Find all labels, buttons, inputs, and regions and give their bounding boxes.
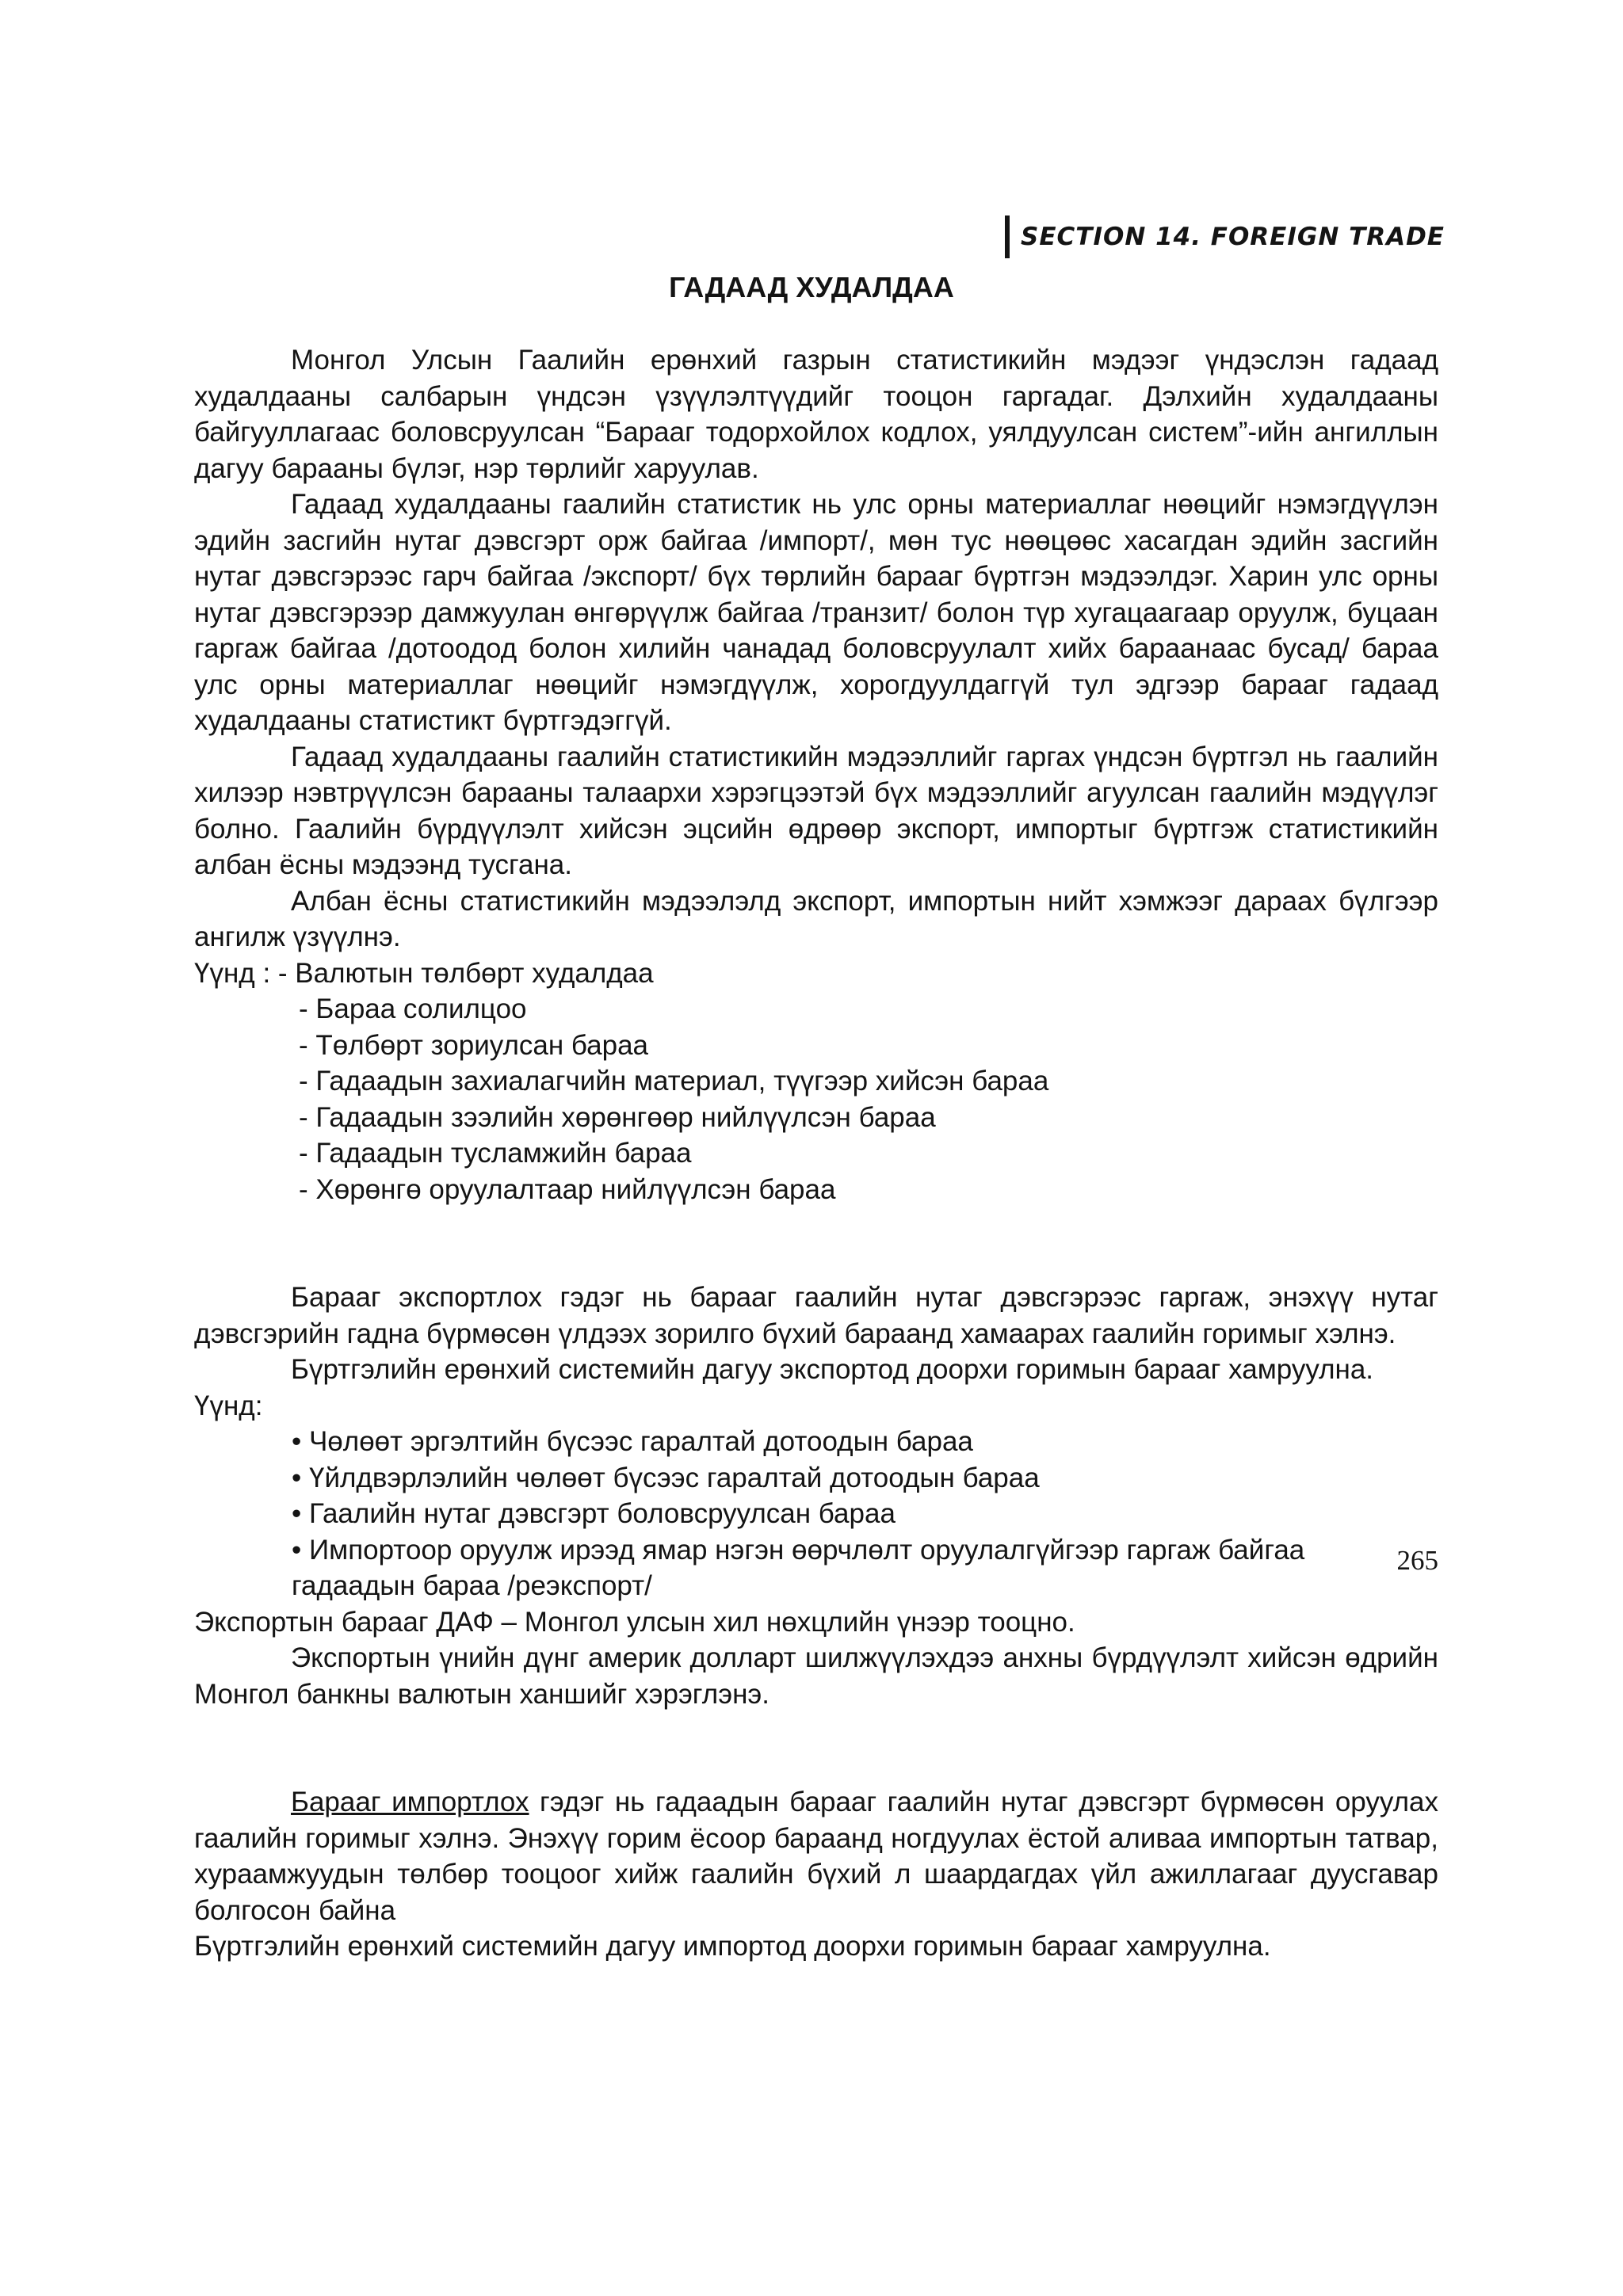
paragraph-import-system: Бүртгэлийн ерөнхий системийн дагуу импортод доорхи горимын барааг хамруулна. (194, 1931, 1271, 1962)
section-label: SECTION 14. FOREIGN TRADE (1021, 223, 1445, 251)
list-trade-types-lead: Үүнд : - Валютын төлбөрт худалдаа (194, 957, 654, 989)
page-title: ГАДААД ХУДАЛДАА (669, 271, 954, 303)
underlined-term: Барааг импортлох (291, 1787, 529, 1817)
list-item: • Импортоор оруулж ирээд ямар нэгэн өөрчлөлт оруулалгүйгээр гаргаж байгаа (292, 1534, 1305, 1566)
paragraph-import-text: гэдэг нь гадаадын барааг гаалийн нутаг дэвсгэрт бүрмөсөн оруулах гаалийн горимыг хэлнэ. Энэхүү горим ёсоор бараанд ногдуулах ёстой аливаа импортын татвар, хураамжуудын төлбөр тооцоог хийж гаалийн бүхий л шаардагдах үйл ажиллагааг дуусгавар болгосон байна (194, 1787, 1438, 1926)
spacer (194, 1712, 1438, 1784)
paragraph-export-currency: Экспортын үнийн дүнг америк долларт шилжүүлэхдээ анхны бүрдүүлэлт хийсэн өдрийн Монгол банкны валютын ханшийг хэрэглэнэ. (194, 1642, 1438, 1710)
page-number: 265 (1396, 1545, 1438, 1576)
list-item-continuation: гадаадын бараа /реэкспорт/ (292, 1570, 652, 1601)
section-divider-bar (1005, 215, 1010, 258)
document-body (194, 342, 1438, 1965)
paragraph-export-system: Бүртгэлийн ерөнхий системийн дагуу экспортод доорхи горимын барааг хамруулна. (291, 1354, 1374, 1385)
spacer (194, 1207, 1438, 1280)
paragraph-declaration: Гадаад худалдааны гаалийн статистикийн мэдээллийг гаргах үндсэн бүртгэл нь гаалийн хилээр нэвтрүүлсэн барааны талаархи хэрэгцээтэй бүх мэдээллийг агуулсан гаалийн мэдүүлэг болно. Гаалийн бүрдүүлэлт хийсэн эцсийн өдрөөр экспорт, импортыг бүртгэж статистикийн албан ёсны мэдээнд тусгана. (194, 741, 1438, 880)
list-item: • Гаалийн нутаг дэвсгэрт боловсруулсан бараа (292, 1498, 896, 1529)
list-item: • Үйлдвэрлэлийн чөлөөт бүсээс гаралтай дотоодын бараа (292, 1462, 1040, 1493)
list-item: • Чөлөөт эргэлтийн бүсээс гаралтай дотоодын бараа (292, 1426, 973, 1457)
list-item: - Гадаадын захиалагчийн материал, түүгээр хийсэн бараа (299, 1066, 1049, 1097)
list-item: - Гадаадын тусламжийн бараа (299, 1138, 692, 1169)
paragraph-classification: Албан ёсны статистикийн мэдээлэлд экспорт, импортын нийт хэмжээг дараах бүлгээр ангилж үзүүлнэ. (194, 885, 1438, 952)
list-item: - Төлбөрт зориулсан бараа (299, 1029, 649, 1061)
paragraph-intro: Монгол Улсын Гаалийн ерөнхий газрын статистикийн мэдээг үндэслэн гадаад худалдааны салбарын үндсэн үзүүлэлтүүдийг тооцон гаргадаг. Дэлхийн худалдааны байгууллагаас боловсруулсан “Барааг тодорхойлох кодлох, уялдуулсан систем”-ийн ангиллын дагуу барааны бүлэг, нэр төрлийг харуулав. (194, 345, 1438, 484)
list-item: - Гадаадын зээлийн хөрөнгөөр нийлүүлсэн бараа (299, 1101, 936, 1133)
paragraph-export-valuation: Экспортын барааг ДАФ – Монгол улсын хил нөхцлийн үнээр тооцно. (194, 1606, 1075, 1638)
list-item: - Бараа солилцоо (299, 994, 527, 1024)
paragraph-customs-statistics: Гадаад худалдааны гаалийн статистик нь улс орны материаллаг нөөцийг нэмэгдүүлэн эдийн засгийн нутаг дэвсгэрт орж байгаа /импорт/, мөн тус нөөцөөс хасагдан эдийн засгийн нутаг дэвсгэрээс гарч байгаа /экспорт/ бүх төрлийн барааг бүртгэн мэдээлдэг. Харин улс орны нутаг дэвсгэрээр дамжуулан өнгөрүүлж байгаа /транзит/ болон түр хугацаагаар оруулж, буцаан гаргаж байгаа /дотоодод болон хилийн чанадад боловсруулалт хийх бараанаас бусад/ бараа улс орны материаллаг нөөцийг нэмэгдүүлж, хорогдуулдаггүй тул эдгээр барааг гадаад худалдааны статистикт бүртгэдэггүй. (194, 489, 1438, 736)
section-header (1005, 215, 1445, 258)
list-item: - Хөрөнгө оруулалтаар нийлүүлсэн бараа (299, 1173, 836, 1205)
list-export-regimes-lead: Үүнд: (194, 1390, 263, 1421)
paragraph-import-definition (194, 1784, 1438, 1928)
paragraph-export-definition: Барааг экспортлох гэдэг нь барааг гаалийн нутаг дэвсгэрээс гаргаж, энэхүү нутаг дэвсгэрийн гадна бүрмөсөн үлдээх зорилго бүхий бараанд хамаарах гаалийн горимыг хэлнэ. (194, 1282, 1438, 1349)
